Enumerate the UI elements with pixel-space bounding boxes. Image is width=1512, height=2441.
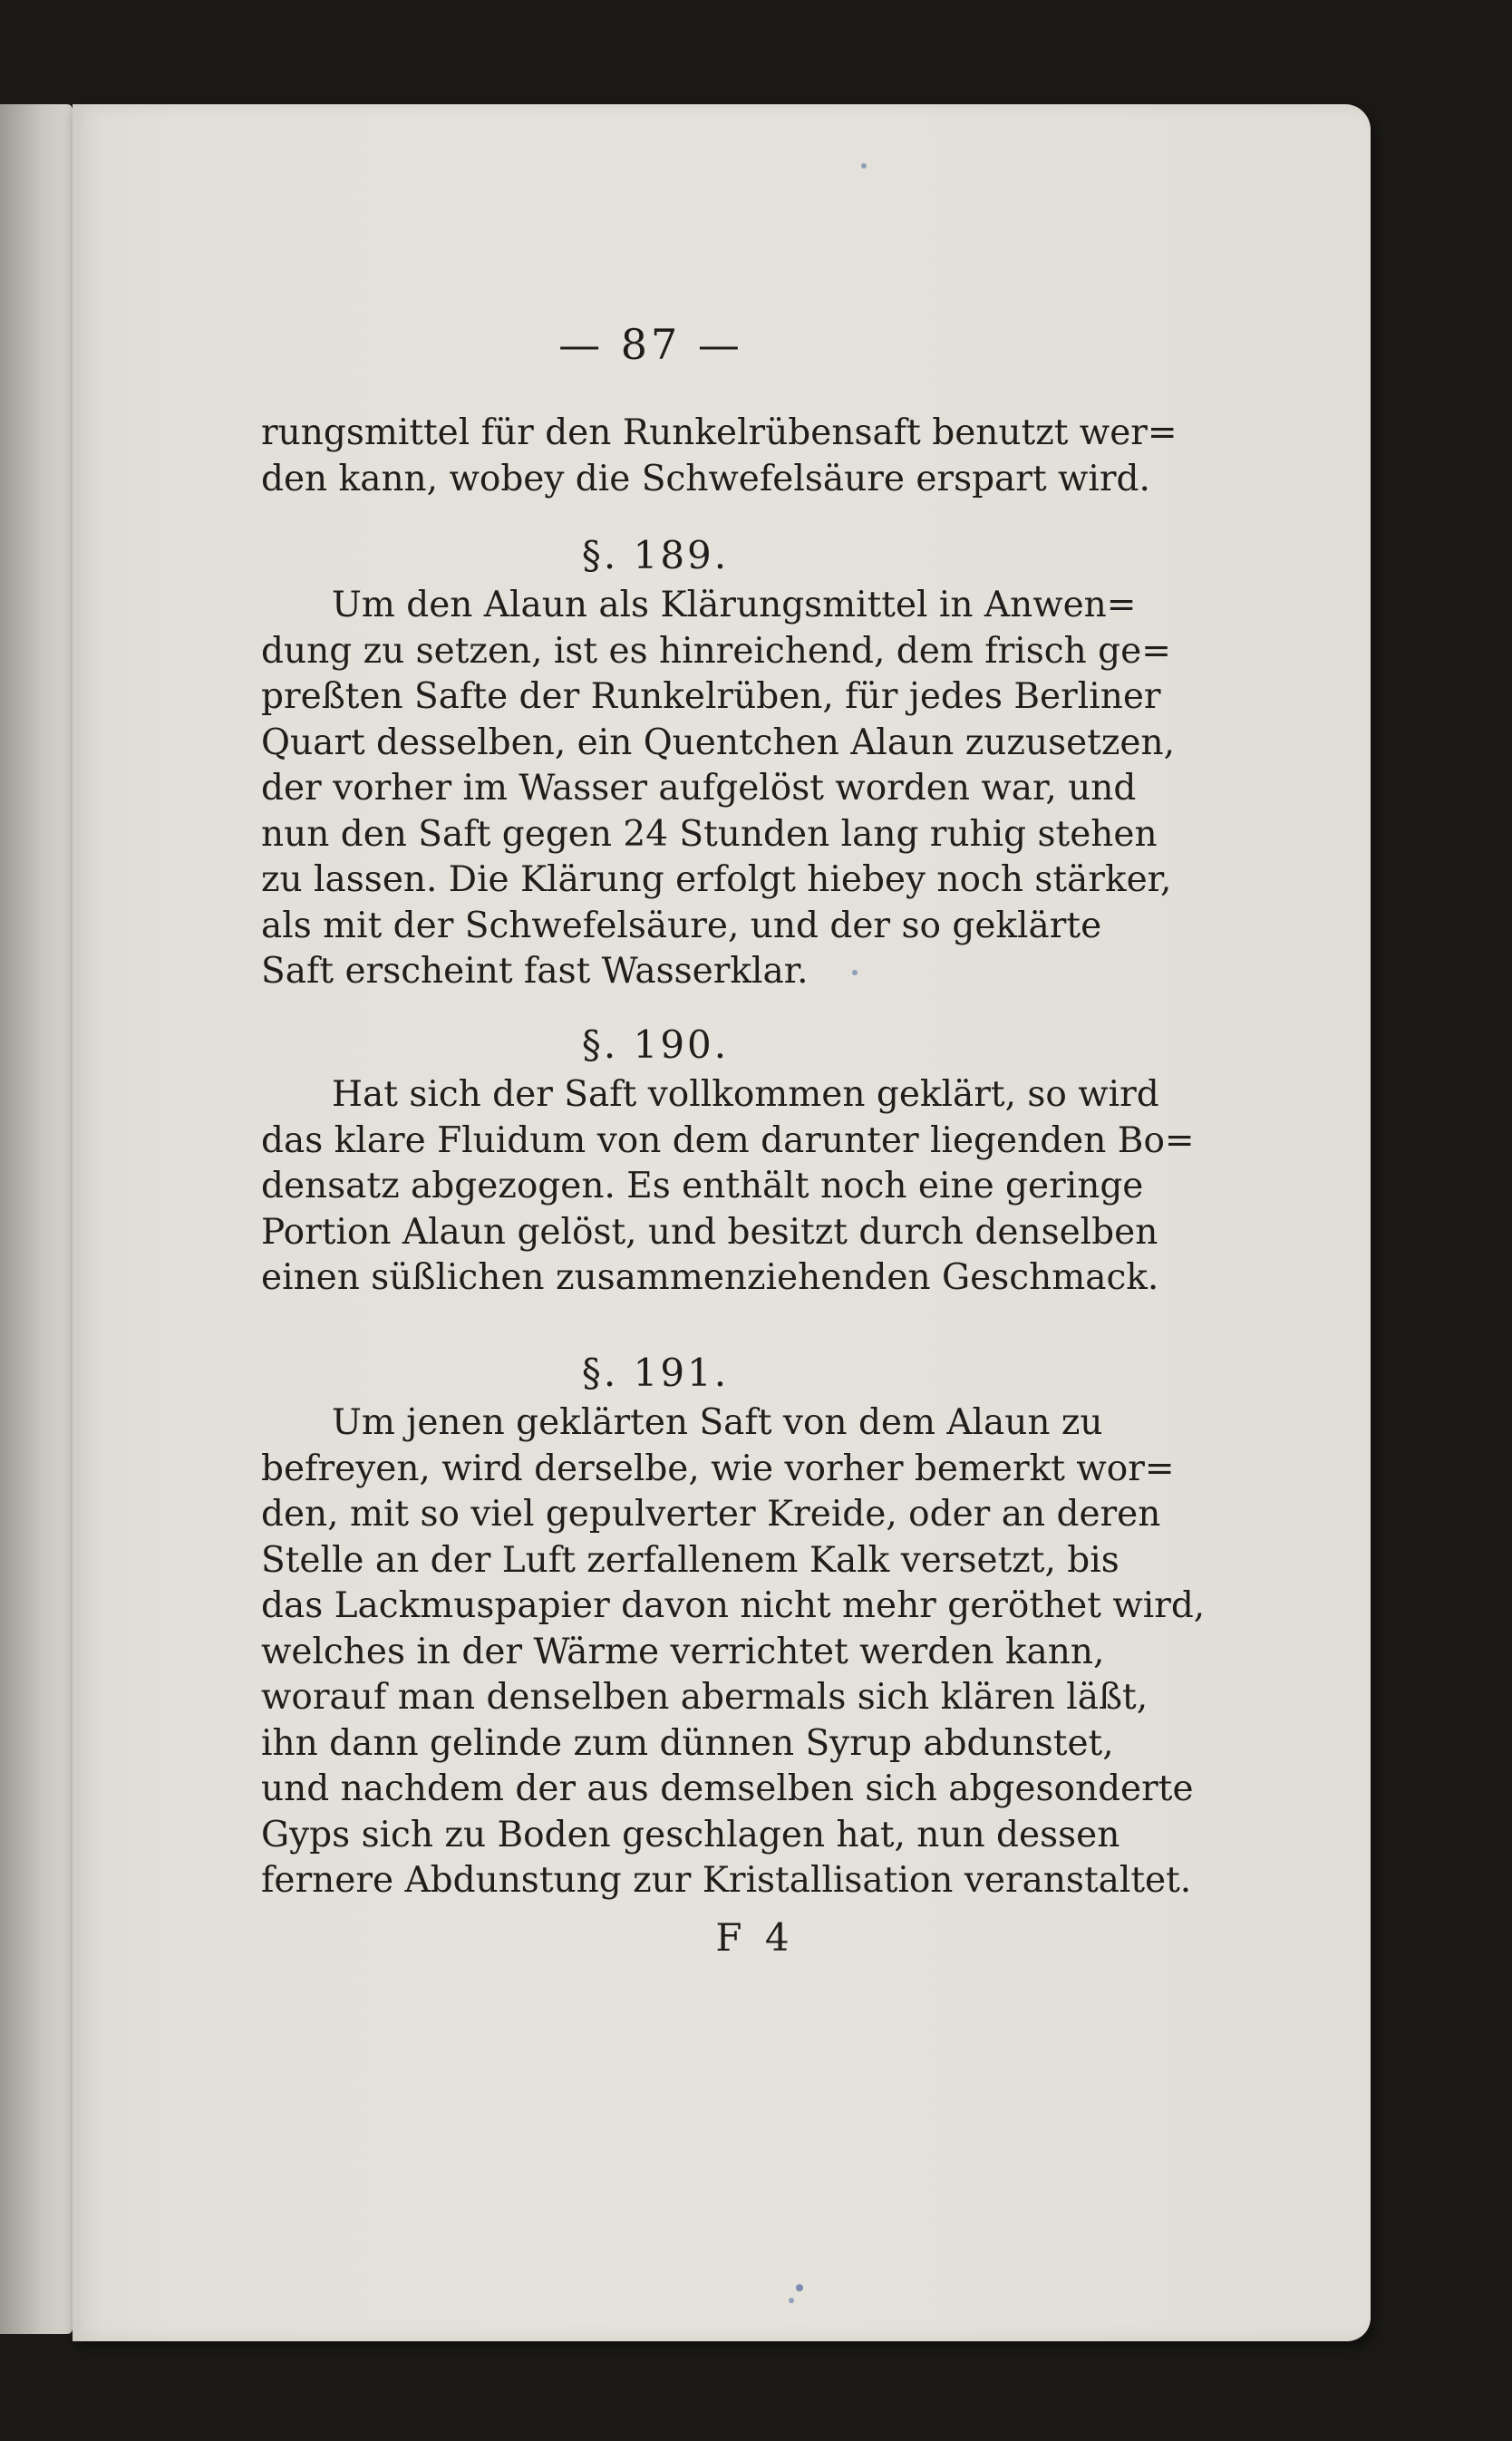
- text-line: den, mit so viel gepulverter Kreide, oder an deren: [261, 1494, 1161, 1535]
- section-heading: §. 190.: [581, 1022, 730, 1067]
- text-line: das Lackmuspapier davon nicht mehr geröthet wird,: [261, 1585, 1206, 1626]
- paper-speck: [796, 2284, 803, 2291]
- text-line: das klare Fluidum von dem darunter liegenden Bo=: [261, 1119, 1195, 1161]
- text-line: dung zu setzen, ist es hinreichend, dem frisch ge=: [261, 630, 1171, 672]
- text-line: welches in der Wärme verrichtet werden kann,: [261, 1631, 1105, 1672]
- text-line: preßten Safte der Runkelrüben, für jedes Berliner: [261, 676, 1161, 717]
- facing-page-edge: [0, 104, 73, 2334]
- paper-speck: [861, 163, 867, 169]
- text-line: Um jenen geklärten Saft von dem Alaun zu: [332, 1402, 1103, 1443]
- text-line: der vorher im Wasser aufgelöst worden war, und: [261, 768, 1137, 809]
- text-line: Um den Alaun als Klärungsmittel in Anwen=: [332, 585, 1137, 625]
- paragraph: [261, 583, 1175, 995]
- paragraph: [261, 1072, 1195, 1302]
- page-number-header: — 87 —: [558, 320, 743, 369]
- text-line: Saft erscheint fast Wasserklar.: [261, 951, 809, 992]
- text-line: zu lassen. Die Klärung erfolgt hiebey noch stärker,: [261, 859, 1172, 900]
- text-line: Quart desselben, ein Quentchen Alaun zuzusetzen,: [261, 722, 1175, 763]
- section-heading: §. 189.: [581, 533, 730, 577]
- paper-speck: [789, 2298, 794, 2303]
- text-line: den kann, wobey die Schwefelsäure erspart wird.: [261, 458, 1150, 499]
- signature-mark: F 4: [715, 1915, 795, 1960]
- text-line: und nachdem der aus demselben sich abgesonderte: [261, 1768, 1194, 1809]
- text-line: Hat sich der Saft vollkommen geklärt, so wird: [332, 1074, 1159, 1115]
- paragraph: [261, 411, 1178, 502]
- text-line: worauf man denselben abermals sich klären läßt,: [261, 1677, 1149, 1718]
- page-text: [261, 313, 1206, 1960]
- text-line: befreyen, wird derselbe, wie vorher bemerkt wor=: [261, 1448, 1175, 1489]
- section-heading: §. 191.: [581, 1351, 730, 1395]
- text-line: Gyps sich zu Boden geschlagen hat, nun dessen: [261, 1814, 1120, 1855]
- text-line: einen süßlichen zusammenziehenden Geschmack.: [261, 1257, 1159, 1298]
- paragraph: [261, 1400, 1206, 1904]
- text-line: als mit der Schwefelsäure, und der so geklärte: [261, 905, 1102, 946]
- text-line: Portion Alaun gelöst, und besitzt durch denselben: [261, 1211, 1158, 1253]
- text-line: nun den Saft gegen 24 Stunden lang ruhig stehen: [261, 813, 1158, 855]
- text-line: fernere Abdunstung zur Kristallisation veranstaltet.: [261, 1860, 1192, 1901]
- text-line: ihn dann gelinde zum dünnen Syrup abdunstet,: [261, 1722, 1114, 1764]
- text-line: rungsmittel für den Runkelrübensaft benutzt wer=: [261, 412, 1178, 453]
- text-line: Stelle an der Luft zerfallenem Kalk versetzt, bis: [261, 1539, 1119, 1581]
- text-line: densatz abgezogen. Es enthält noch eine geringe: [261, 1166, 1144, 1206]
